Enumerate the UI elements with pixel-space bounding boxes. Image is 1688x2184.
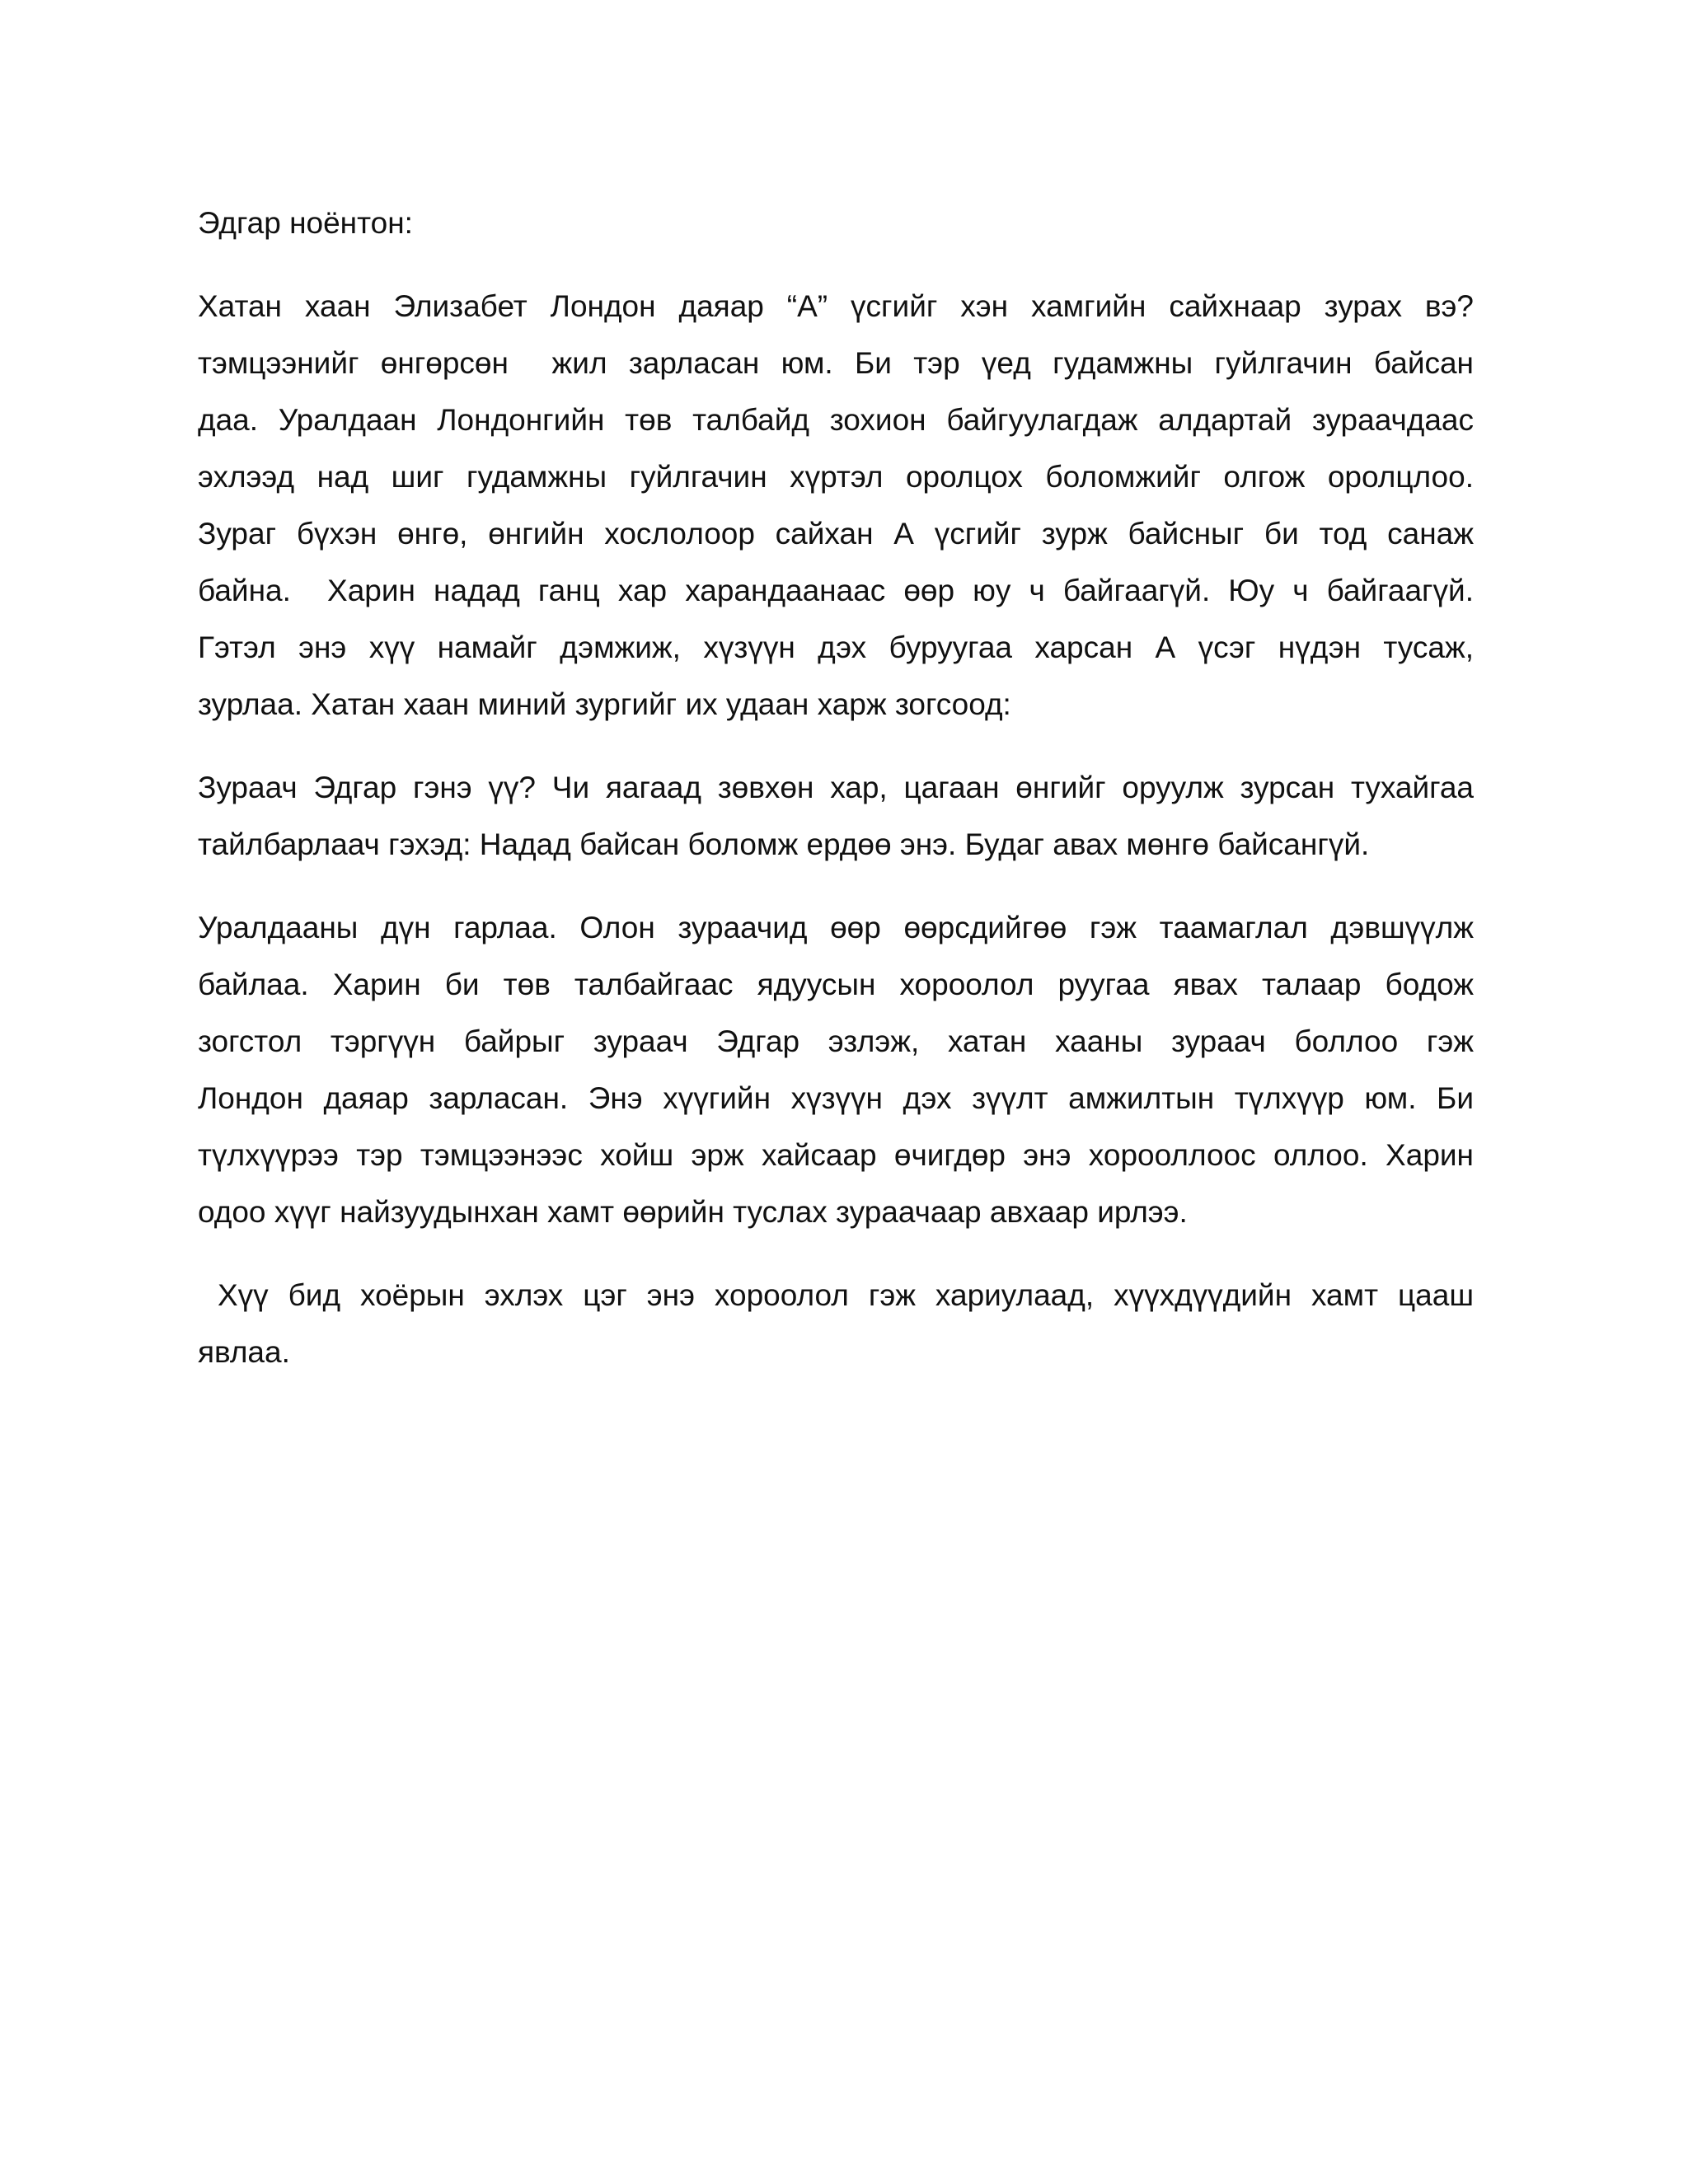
paragraph-4 xyxy=(198,1267,1474,1380)
paragraph-line: Хүү бид хоёрын эхлэх цэг энэ хороолол гэж хариулаад, хүүхдүүдийн хамт цааш xyxy=(198,1278,1474,1312)
paragraph-line: даа. Уралдаан Лондонгийн төв талбайд зохион байгуулагдаж алдартай зураачдаас xyxy=(198,403,1474,437)
paragraph-line: Лондон даяар зарласан. Энэ хүүгийн хүзүүн дэх зүүлт амжилтын түлхүүр юм. Би xyxy=(198,1081,1474,1115)
paragraph-line: байна. Харин надад ганц хар харандаанаас өөр юу ч байгаагүй. Юу ч байгаагүй. xyxy=(198,574,1474,607)
paragraph-line: Зураг бүхэн өнгө, өнгийн хослолоор сайхан А үсгийг зурж байсныг би тод санаж xyxy=(198,517,1474,551)
salutation-line: Эдгар ноёнтон: xyxy=(198,206,413,240)
paragraph-spacer xyxy=(198,873,1474,899)
paragraph-line: түлхүүрээ тэр тэмцээнээс хойш эрж хайсаар өчигдөр энэ хорооллоос оллоо. Харин xyxy=(198,1138,1474,1172)
paragraph-line: тэмцээнийг өнгөрсөн жил зарласан юм. Би тэр үед гудамжны гуйлгачин байсан xyxy=(198,346,1474,380)
paragraph-line: одоо хүүг найзуудынхан хамт өөрийн туслах зураачаар авхаар ирлээ. xyxy=(198,1195,1188,1229)
salutation xyxy=(198,194,1474,251)
paragraph-3 xyxy=(198,899,1474,1240)
paragraph-spacer xyxy=(198,733,1474,759)
paragraph-line: явлаа. xyxy=(198,1335,290,1369)
paragraph-2 xyxy=(198,759,1474,873)
paragraph-spacer xyxy=(198,251,1474,278)
paragraph-line: Зураач Эдгар гэнэ үү? Чи яагаад зөвхөн хар, цагаан өнгийг оруулж зурсан тухайгаа xyxy=(198,771,1474,804)
paragraph-line: Хатан хаан Элизабет Лондон даяар “А” үсгийг хэн хамгийн сайхнаар зурах вэ? xyxy=(198,289,1474,323)
paragraph-line: эхлээд над шиг гудамжны гуйлгачин хүртэл оролцох боломжийг олгож оролцлоо. xyxy=(198,460,1474,494)
letter-body xyxy=(198,194,1474,1380)
paragraph-1 xyxy=(198,278,1474,733)
paragraph-line: тайлбарлаач гэхэд: Надад байсан боломж ердөө энэ. Будаг авах мөнгө байсангүй. xyxy=(198,827,1370,861)
paragraph-line: зогстол тэргүүн байрыг зураач Эдгар эзлэж, хатан хааны зураач боллоо гэж xyxy=(198,1024,1474,1058)
paragraph-line: байлаа. Харин би төв талбайгаас ядуусын хороолол руугаа явах талаар бодож xyxy=(198,968,1474,1001)
paragraph-line: Уралдааны дүн гарлаа. Олон зураачид өөр өөрсдийгөө гэж таамаглал дэвшүүлж xyxy=(198,911,1474,944)
paragraph-line: Гэтэл энэ хүү намайг дэмжиж, хүзүүн дэх буруугаа харсан А үсэг нүдэн тусаж, xyxy=(198,630,1474,664)
paragraph-line: зурлаа. Хатан хаан миний зургийг их удаан харж зогсоод: xyxy=(198,687,1011,721)
paragraph-spacer xyxy=(198,1240,1474,1267)
